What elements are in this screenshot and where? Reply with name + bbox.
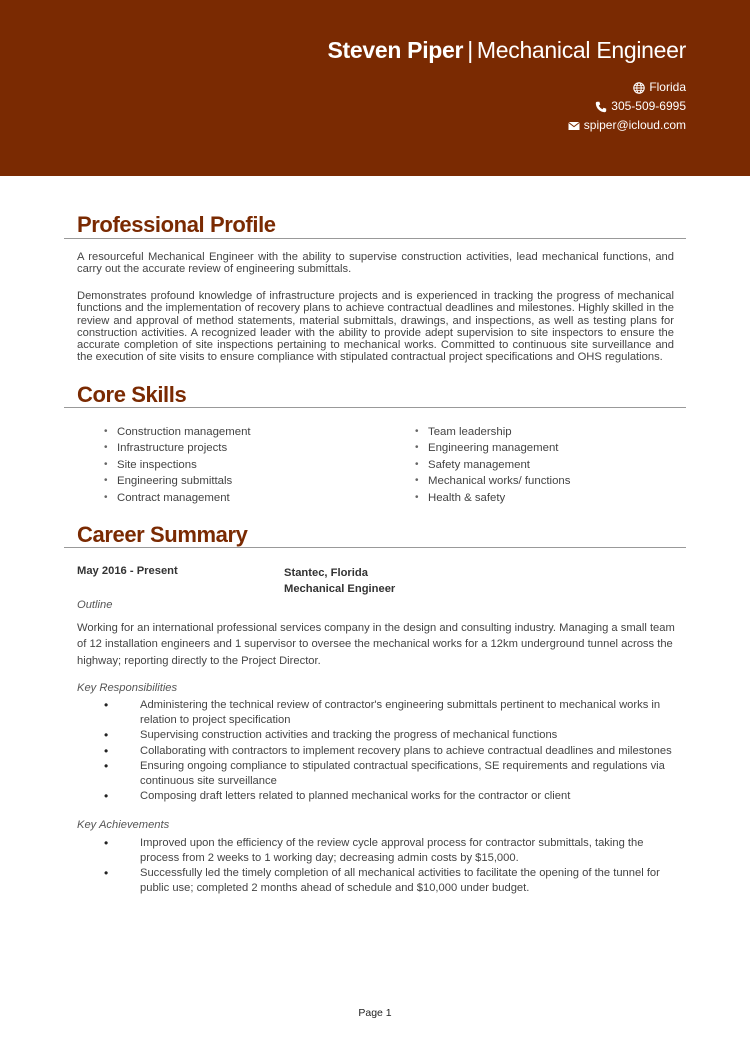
- outline-label: Outline: [77, 599, 113, 611]
- contact-info: [568, 78, 686, 135]
- profile-heading: Professional Profile: [77, 212, 276, 237]
- list-item: • Infrastructure projects: [104, 440, 251, 456]
- profile-paragraph-1: A resourceful Mechanical Engineer with the ability to supervise construction activities, lead mechanical functions, and carry out the accurate review of engineering submittals.: [77, 251, 674, 276]
- career-divider: [64, 547, 686, 548]
- list-item: • Improved upon the efficiency of the review cycle approval process for contractor submittals, taking the process from 2 weeks to 1 working day; decreasing admin costs by $15,000.: [77, 836, 677, 866]
- skills-list-right: [415, 424, 570, 506]
- list-item: • Collaborating with contractors to implement recovery plans to achieve contractual deadlines and milestones: [77, 744, 677, 759]
- job-date: May 2016 - Present: [77, 565, 178, 577]
- profile-paragraph-2: Demonstrates profound knowledge of infrastructure projects and is experienced in tracking the progress of mechanical functions and the implementation of recovery plans to achieve contractual deadlines and milestones. Highly skilled in the review and approval of method statements, material submittals, drawings, and inspections, as well as testing plans for construction activities. A recognized leader with the ability to provide adept supervision to site inspectors to ensure the accurate completion of site inspections pertaining to mechanical works. Committed to continuous site surveillance and the execution of site visits to ensure compliance with stipulated contractual project specifications and OHS regulations.: [77, 290, 674, 364]
- achievements-label: Key Achievements: [77, 819, 170, 831]
- list-item: • Health & safety: [415, 490, 570, 506]
- envelope-icon: [568, 120, 580, 132]
- location-text: Florida: [649, 80, 686, 94]
- list-item: • Mechanical works/ functions: [415, 473, 570, 489]
- skills-list-left: [104, 424, 251, 506]
- candidate-name: Steven Piper: [327, 37, 464, 63]
- job-role: Mechanical Engineer: [284, 583, 396, 595]
- list-item: • Engineering management: [415, 440, 570, 456]
- list-item: • Supervising construction activities and tracking the progress of mechanical functions: [77, 728, 677, 743]
- contact-phone: [568, 97, 686, 116]
- company-name: Stantec, Florida: [284, 567, 368, 579]
- contact-location: [568, 78, 686, 97]
- list-item: • Safety management: [415, 457, 570, 473]
- list-item: • Engineering submittals: [104, 473, 251, 489]
- phone-icon: [595, 101, 607, 113]
- page-number: Page 1: [358, 1007, 392, 1019]
- phone-text: 305-509-6995: [611, 99, 686, 113]
- header-title: [327, 37, 686, 64]
- profile-divider: [64, 238, 686, 239]
- career-heading: Career Summary: [77, 522, 248, 547]
- list-item: • Site inspections: [104, 457, 251, 473]
- contact-email: [568, 116, 686, 135]
- candidate-job-title: Mechanical Engineer: [476, 37, 686, 63]
- resume-header: [0, 0, 750, 176]
- list-item: • Successfully led the timely completion of all mechanical activities to facilitate the opening of the tunnel for public use; completed 2 months ahead of schedule and $10,000 under budget.: [77, 866, 677, 896]
- responsibilities-label: Key Responsibilities: [77, 682, 178, 694]
- list-item: • Composing draft letters related to planned mechanical works for the contractor or client: [77, 789, 677, 804]
- title-separator: |: [467, 37, 473, 63]
- skills-divider: [64, 407, 686, 408]
- email-text: spiper@icloud.com: [583, 118, 686, 132]
- job-employer: [284, 565, 395, 597]
- list-item: • Ensuring ongoing compliance to stipulated contractual specifications, SE requirements and regulations via continuous site surveillance: [77, 759, 677, 789]
- skills-heading: Core Skills: [77, 382, 187, 407]
- globe-icon: [633, 82, 645, 94]
- achievements-list: [77, 836, 677, 896]
- list-item: • Team leadership: [415, 424, 570, 440]
- job-outline: Working for an international professional services company in the design and consulting industry. Managing a small team of 12 installation engineers and 1 supervisor to oversee the mechanical works for a 12km underground tunnel across the highway; reporting directly to the Project Director.: [77, 622, 675, 667]
- list-item: • Administering the technical review of contractor's engineering submittals pertinent to mechanical works in relation to project specification: [77, 698, 677, 728]
- list-item: • Contract management: [104, 490, 251, 506]
- list-item: • Construction management: [104, 424, 251, 440]
- responsibilities-list: [77, 698, 677, 805]
